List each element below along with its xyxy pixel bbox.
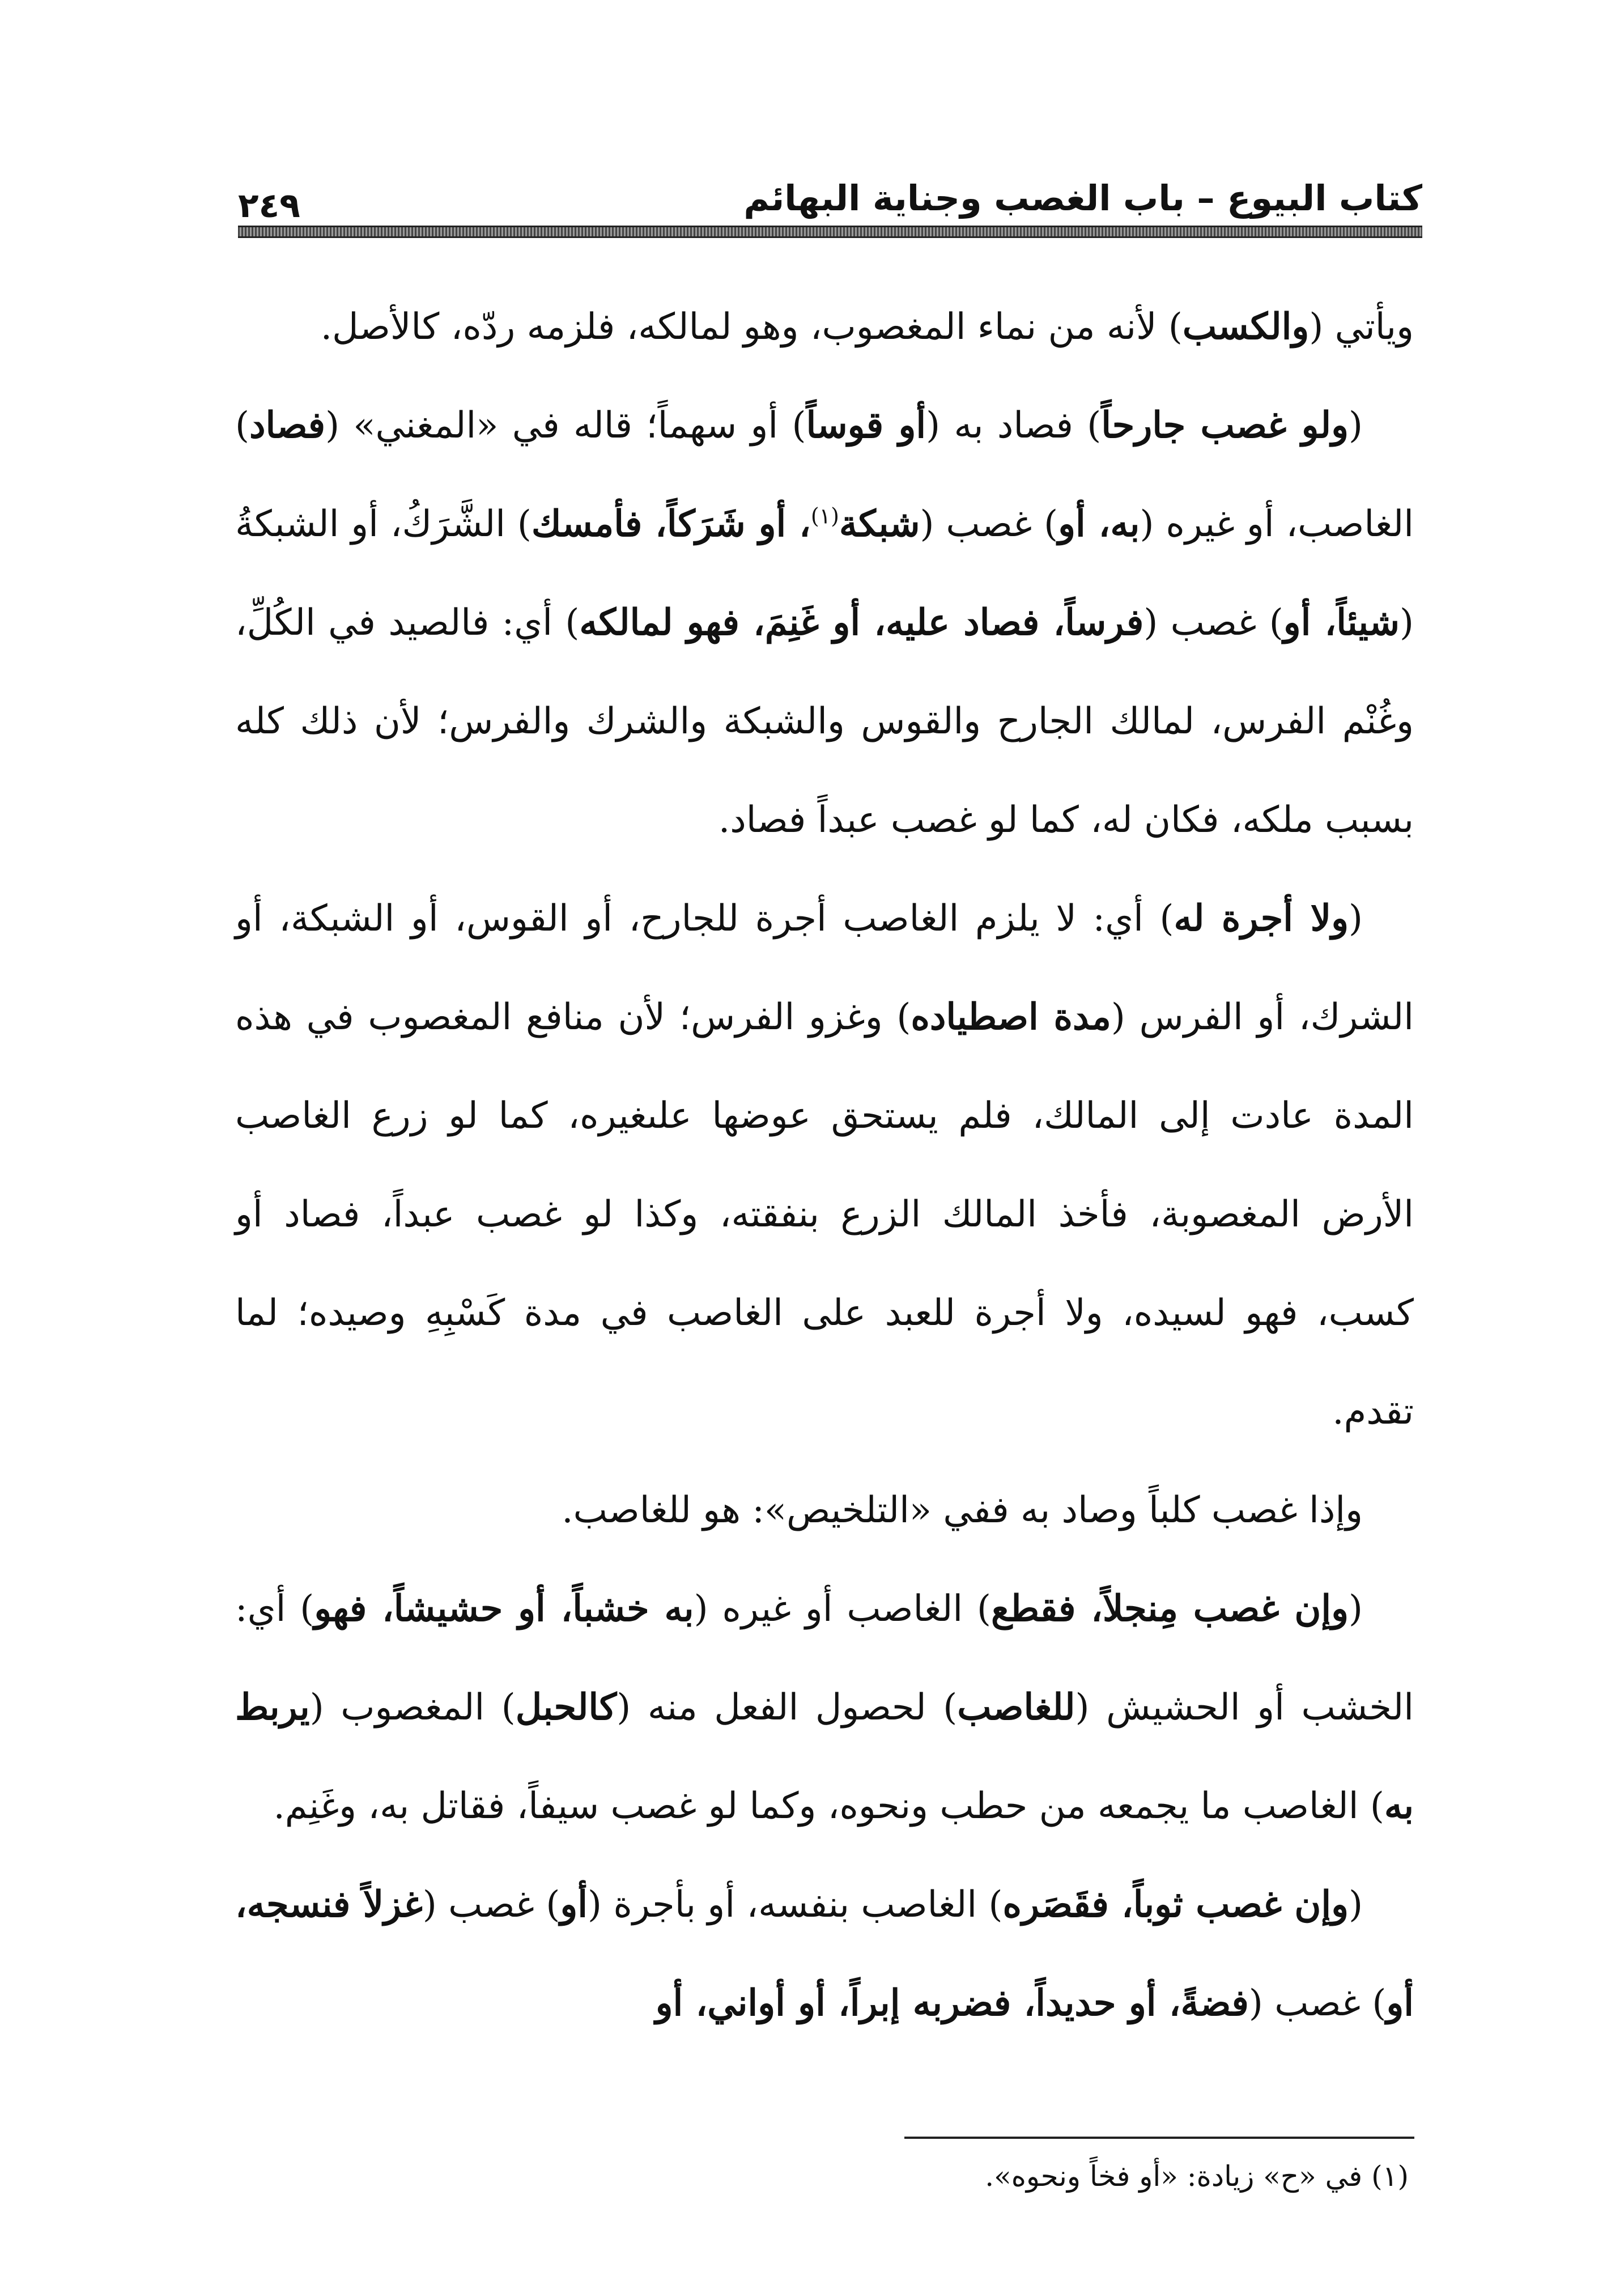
sharh-text: ) لحصول الفعل منه ( [617,1687,958,1729]
matn-text: كالحبل [515,1686,617,1729]
sharh-text: ( [1349,405,1363,447]
matn-text: مدة اصطياده [911,996,1111,1038]
matn-text: غزلاً فنسجه، أو [235,1883,1414,2024]
sharh-text: ) الغاصب أو غيره ( [694,1588,991,1630]
sharh-text: ) غصب ( [1143,602,1283,644]
paragraph [235,869,1414,1461]
sharh-text: ) الغاصب بنفسه، أو بأجرة ( [588,1884,1003,1926]
matn-text: فصاد [249,404,326,447]
running-header [238,153,1422,238]
sharh-text: ( [1349,1588,1363,1630]
matn-text: أو قوساً [806,404,926,447]
sharh-text: ) غصب ( [920,503,1058,545]
paragraph [235,278,1414,376]
sharh-text: ) غصب ( [422,1884,560,1926]
sharh-text: ( [1349,1884,1363,1926]
matn-text: شبكة [839,503,920,545]
paragraph [235,1560,1414,1855]
sharh-text: ) الغاصب ما يجمعه من حطب ونحوه، وكما لو غصب سيفاً، فقاتل به، وغَنِم. [273,1785,1384,1827]
sharh-text: وإذا غصب كلباً وصاد به ففي «التلخيص»: هو للغاصب. [562,1489,1363,1531]
page-number: ٢٤٩ [238,186,300,226]
footnote: (١) في «ح» زيادة: «أو فخاً ونحوه». [985,2160,1409,2193]
matn-text: وإن غصب مِنجلاً، فقطع [990,1587,1349,1630]
sharh-text: ) وغزو الفرس؛ لأن منافع المغصوب في هذه المدة عادت إلى المالك، فلم يستحق عوضها علىغيره، كما لو زرع الغاصب الأرض المغصوبة، فأخذ المالك الزرع بنفقته، وكذا لو غصب عبداً، فصاد أو كسب، فهو لسيده، ولا أجرة للعبد على الغاصب في مدة كَسْبِهِ وصيده؛ لما تقدم. [235,996,1414,1433]
paragraph [235,1461,1414,1560]
matn-text: ولا أجرة له [1174,897,1349,940]
footnote-marker: (١) [810,503,839,529]
sharh-text: ) المغصوب ( [309,1687,516,1729]
matn-text: فأمسك [531,503,643,545]
sharh-text: ) أي: فالصيد في الكُلِّ، وغُنْم الفرس، لمالك الجارح والقوس والشبكة والشرك والفرس؛ لأن ذلك كله بسبب ملكه، فكان له، كما لو غصب عبداً فصاد. [235,602,1414,841]
matn-text: فرساً، فصاد عليه، أو غَنِمَ، فهو لمالكه [579,601,1144,644]
sharh-text: ) أو سهماً؛ قاله في «المغني» ( [325,405,806,447]
matn-text: به، أو [1058,503,1140,545]
matn-text: ولو غصب جارحاً [1101,404,1349,447]
matn-text: والكسب [1182,305,1310,348]
matn-text: ، أو شَرَكاً، [642,503,811,545]
sharh-text: ) الشَّرَكُ، أو الشبكةُ ( [235,503,1414,644]
matn-text: يربط به [235,1686,1414,1827]
matn-text: شيئاً، أو [1283,601,1400,644]
paragraph [235,376,1414,869]
sharh-text: ) غصب ( [1248,1982,1387,2024]
sharh-text: ( [1349,898,1363,940]
sharh-text: ) لأنه من نماء المغصوب، وهو لمالكه، فلزمه ردّه، كالأصل. [320,306,1183,348]
matn-text: للغاصب [957,1686,1075,1729]
sharh-text: ) فصاد به ( [926,405,1102,447]
header-rule [238,226,1422,238]
chapter-title: كتاب البيوع – باب الغصب وجناية البهائم [743,177,1422,219]
main-text [235,278,1414,2053]
sharh-text: ) أي: الخشب أو الحشيش ( [235,1588,1414,1729]
matn-text: فضةً، أو حديداً، فضربه إبراً، أو أواني، أو [655,1982,1249,2024]
matn-text: به خشباً، أو حشيشاً، فهو [314,1587,694,1630]
sharh-text: ) الغاصب، أو غيره ( [235,405,1414,545]
sharh-text: ) أي: لا يلزم الغاصب أجرة للجارح، أو القوس، أو الشبكة، أو الشرك، أو الفرس ( [235,898,1414,1038]
paragraph [235,1855,1414,2053]
footnote-rule [904,2137,1414,2139]
sharh-text: ويأتي ( [1309,306,1414,348]
matn-text: أو [560,1883,588,1926]
matn-text: وإن غصب ثوباً، فقَصَره [1002,1883,1349,1926]
